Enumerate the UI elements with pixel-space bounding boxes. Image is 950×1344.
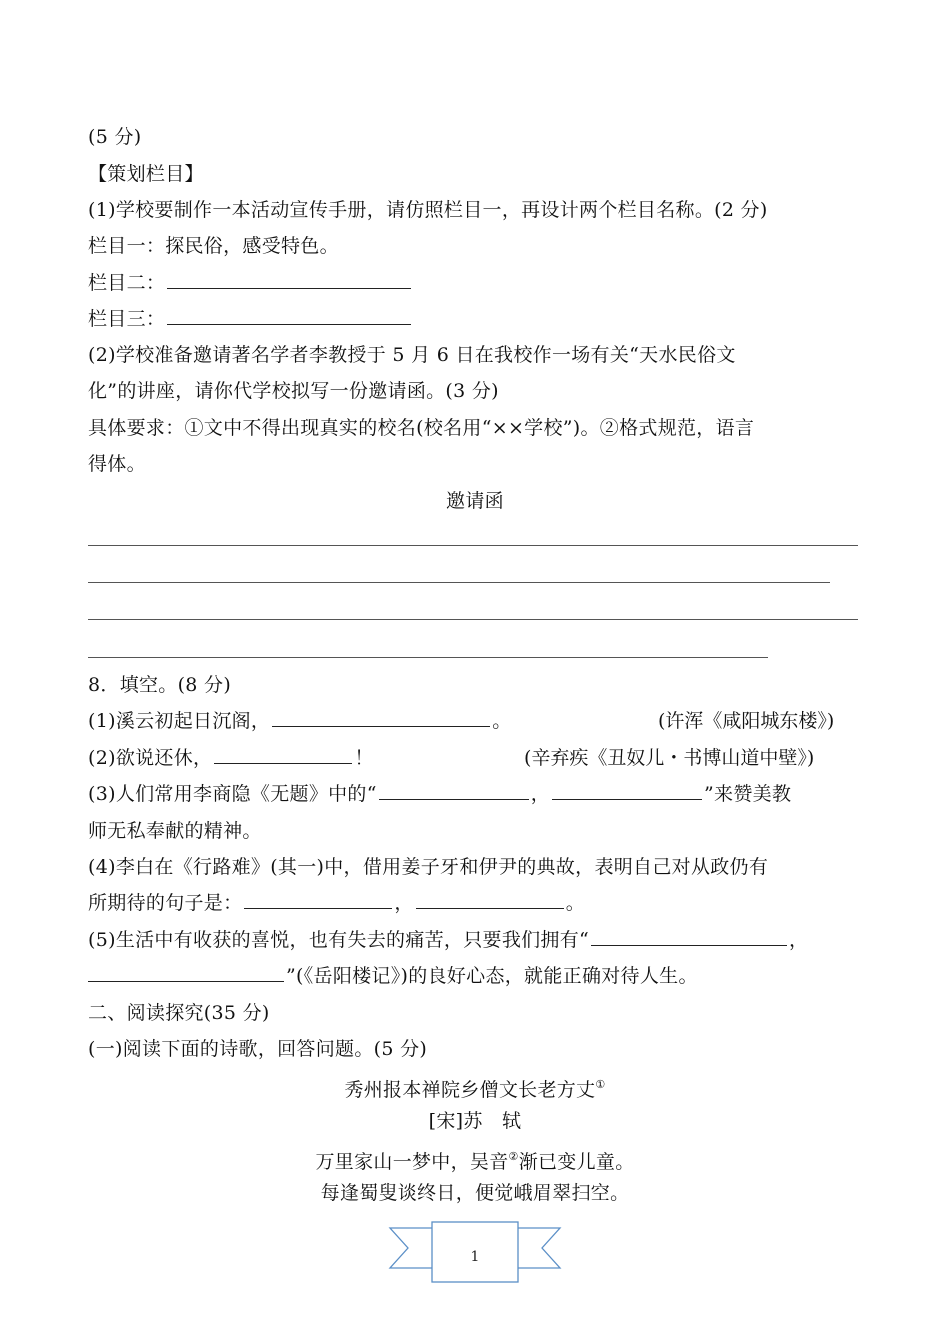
footnote-marker: ② [508,1150,519,1163]
answer-blank[interactable] [272,708,490,727]
column-two-label: 栏目二： [88,272,166,294]
fill-item-5-cont [88,963,698,989]
column-two-row [88,270,413,296]
fill-text: ， [789,929,809,951]
fill-text: ”来赞美教 [704,783,792,805]
answer-blank[interactable] [167,306,411,325]
answer-blank[interactable] [591,927,787,946]
answer-blank[interactable] [379,781,529,800]
fill-item-3-cont: 师无私奉献的精神。 [88,820,262,842]
writing-line[interactable] [88,545,858,546]
fill-item-4-cont [88,890,585,916]
fill-text: ， [394,892,414,914]
fill-item-1 [88,708,512,734]
answer-blank[interactable] [416,890,564,909]
poem-title-text: 秀州报本禅院乡僧文长老方丈 [344,1079,596,1101]
reading-instruction: (一)阅读下面的诗歌，回答问题。(5 分) [88,1038,428,1060]
poem-line-1 [0,1144,950,1175]
source-citation: (辛弃疾《丑奴儿・书博山道中壁》) [524,747,815,769]
column-one-example: 栏目一：探民俗，感受特色。 [88,235,339,257]
fill-text: 。 [492,710,512,732]
section-heading-reading: 二、阅读探究(35 分) [88,1002,270,1024]
question-8-title: 8．填空。(8 分) [88,674,232,696]
page-number: 1 [470,1249,480,1265]
question-text: 化”的讲座，请你代学校拟写一份邀请函。(3 分) [88,380,499,402]
requirement-text: 具体要求：①文中不得出现真实的校名(校名用“××学校”)。②格式规范，语言 [88,417,755,439]
answer-blank[interactable] [244,890,392,909]
footnote-marker: ① [595,1078,606,1091]
fill-item-2 [88,745,374,771]
answer-blank[interactable] [214,745,352,764]
page-number-ribbon [380,1216,570,1286]
fill-text: 所期待的句子是： [88,892,243,914]
fill-text: ， [530,783,551,805]
fill-item-3 [88,781,791,807]
writing-line[interactable] [88,582,830,583]
answer-blank[interactable] [552,781,702,800]
section-heading-planning: 【策划栏目】 [88,163,204,185]
fill-text: ！ [354,747,374,769]
answer-blank[interactable] [167,270,411,289]
poem-title [0,1072,950,1103]
fill-text: ”(《岳阳楼记》)的良好心态，就能正确对待人生。 [286,965,698,987]
poem-text: 万里家山一梦中，吴音 [315,1151,509,1173]
question-text: (2)学校准备邀请著名学者李教授于 5 月 6 日在我校作一场有关“天水民俗文 [88,344,736,366]
fill-text: (3)人们常用李商隐《无题》中的“ [88,783,377,805]
score-note: (5 分) [88,126,142,148]
fill-item-5 [88,927,808,953]
answer-blank[interactable] [88,963,284,982]
fill-text: (5)生活中有收获的喜悦，也有失去的痛苦，只要我们拥有“ [88,929,590,951]
poem-author: [宋]苏 轼 [428,1110,522,1132]
question-text: (1)学校要制作一本活动宣传手册，请仿照栏目一，再设计两个栏目名称。(2 分) [88,199,768,221]
fill-text: (2)欲说还休， [88,747,213,769]
poem-text: 渐已变儿童。 [518,1151,635,1173]
source-citation: (许浑《咸阳城东楼》) [658,710,835,732]
invitation-title: 邀请函 [446,490,504,512]
column-three-row [88,306,413,332]
poem-line-2: 每逢蜀叟谈终日，便觉峨眉翠扫空。 [320,1182,630,1204]
fill-text: 。 [565,892,586,914]
fill-item-4: (4)李白在《行路难》(其一)中，借用姜子牙和伊尹的典故，表明自己对从政仍有 [88,856,769,878]
fill-text: (1)溪云初起日沉阁， [88,710,271,732]
requirement-text: 得体。 [88,453,146,475]
column-three-label: 栏目三： [88,308,166,330]
writing-line[interactable] [88,619,858,620]
writing-line[interactable] [88,657,768,658]
